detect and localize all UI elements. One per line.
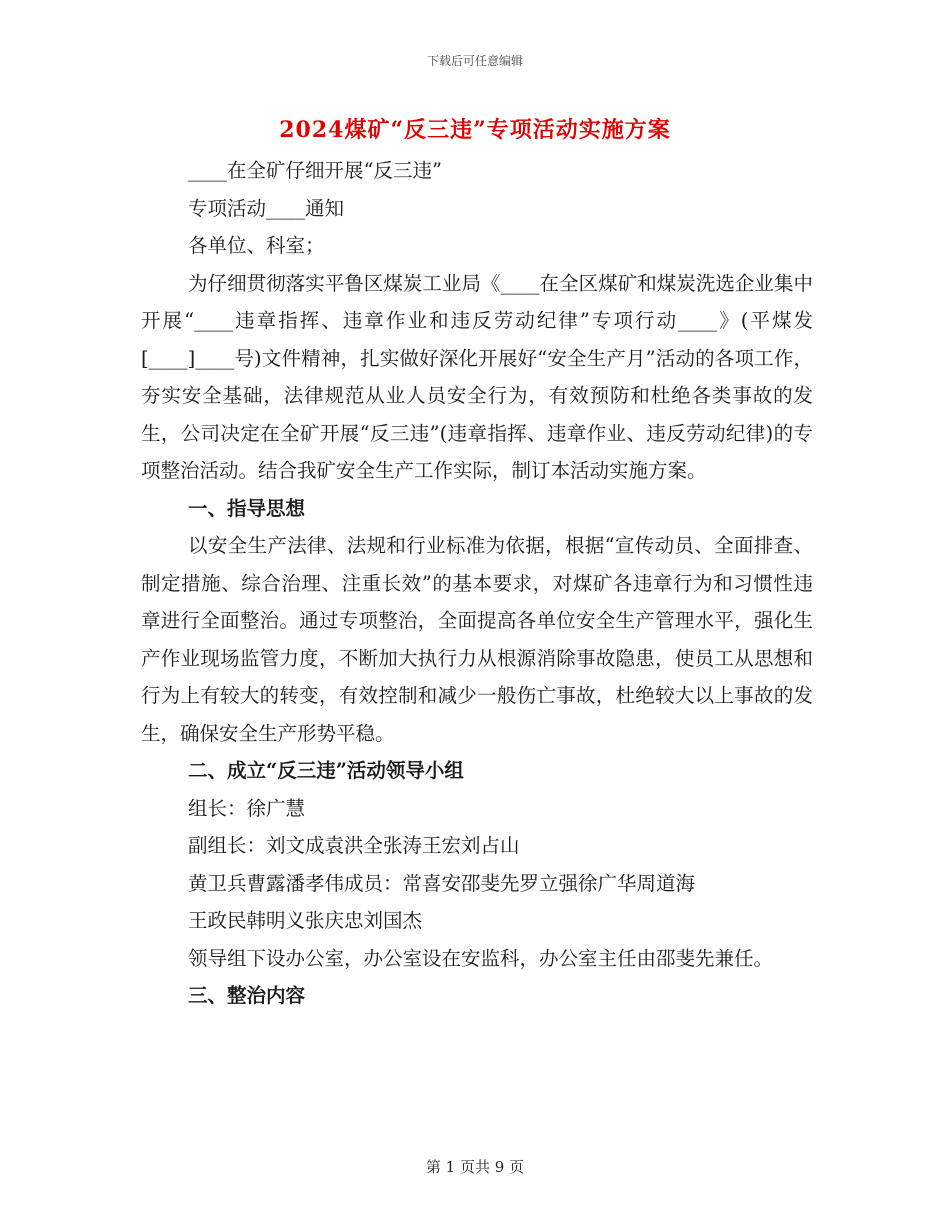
page-header: 下载后可任意编辑 [426, 54, 523, 68]
section-heading-guiding-thought: 一、指导思想 [188, 496, 306, 520]
page-number: 第 1 页共 9 页 [425, 1158, 525, 1176]
guiding-thought-paragraph: 以安全生产法律、法规和行业标准为依据，根据“宣传动员、全面排查、制定措施、综合治理、注重长效”的基本要求，对煤矿各违章行为和习惯性违章进行全面整治。通过专项整治，全面提高各单位安全生产管理水平，强化生产作业现场监管力度，不断加大执行力从根源消除事故隐患，使员工从思想和行为上有较大的转变，有效控制和减少一般伤亡事故，杜绝较大以上事故的发生，确保安全生产形势平稳。 [141, 534, 813, 745]
members-line-2: 王政民韩明义张庆忠刘国杰 [188, 909, 423, 932]
group-leader-line: 组长：徐广慧 [188, 796, 306, 820]
document-title: 2024煤矿“反三违”专项活动实施方案 [279, 117, 671, 143]
section-heading-leadership-group: 二、成立“反三违”活动领导小组 [188, 759, 464, 782]
intro-paragraph: 为仔细贯彻落实平鲁区煤炭工业局《____在全区煤矿和煤炭洗选企业集中开展“____违章指挥、违章作业和违反劳动纪律”专项行动____》(平煤发[____]____号)文件精神，扎实做好深化开展好“安全生产月”活动的各项工作，夯实安全基础，法律规范从业人员安全行为，有效预防和杜绝各类事故的发生，公司决定在全矿开展“反三违”(违章指挥、违章作业、违反劳动纪律)的专项整治活动。结合我矿安全生产工作实际，制订本活动实施方案。 [141, 271, 813, 482]
members-line-1: 黄卫兵曹露潘孝伟成员：常喜安邵斐先罗立强徐广华周道海 [188, 871, 696, 895]
document-body [141, 152, 813, 1015]
salutation: 各单位、科室； [188, 234, 325, 257]
notice-line-2: 专项活动____通知 [188, 196, 345, 220]
notice-line-1: ____在全矿仔细开展“反三违” [188, 159, 442, 182]
section-heading-rectification: 三、整治内容 [188, 984, 306, 1007]
office-paragraph: 领导组下设办公室，办公室设在安监科，办公室主任由邵斐先兼任。 [188, 946, 774, 970]
deputy-leaders-line: 副组长：刘文成袁洪全张涛王宏刘占山 [188, 834, 520, 857]
